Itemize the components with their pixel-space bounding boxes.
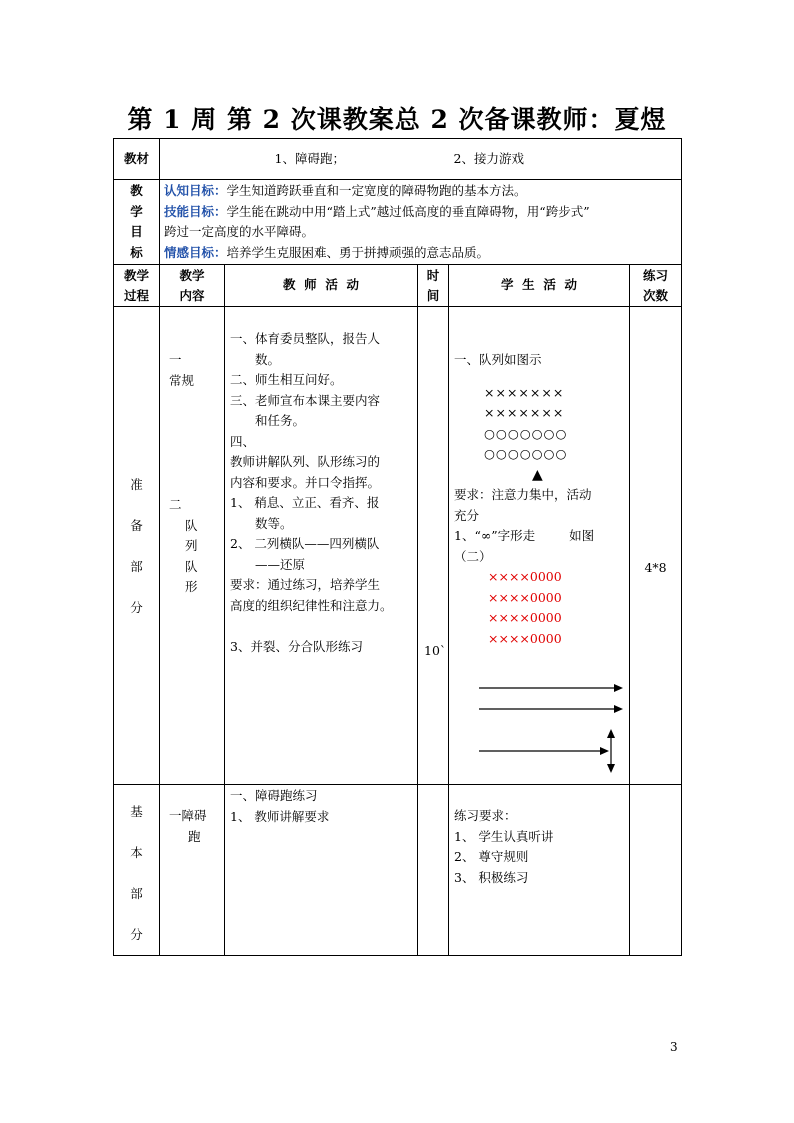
prep-content-2-char: 队 (185, 517, 198, 533)
page-title: 第 1 周 第 2 次课教案总 2 次备课教师：夏煜 (127, 105, 667, 134)
col-process (114, 265, 160, 307)
formation-row: ○○○○○○○ (484, 425, 568, 441)
walk-ref-2: （二） (454, 548, 492, 564)
teacher-activity-line: 1、 稍息、立正、看齐、报 (230, 495, 380, 510)
prep-row (114, 307, 682, 785)
walk-ref: 如图 (569, 528, 595, 543)
mixed-formation-row (488, 567, 625, 588)
objectives-label-char: 教 (130, 183, 143, 198)
objectives-row (114, 180, 682, 265)
teacher-activity-line: 教师讲解队列、队形练习的 (230, 454, 381, 469)
arrow-2-head (614, 705, 623, 713)
mixed-row-circles: 0000 (529, 630, 562, 646)
basic-phase-char: 分 (130, 927, 143, 942)
basic-phase-char: 本 (130, 845, 143, 860)
teacher-activity-line: 3、并裂、分合队形练习 (230, 638, 363, 654)
formation-row: ○○○○○○○ (484, 446, 568, 461)
objectives-label-char: 标 (130, 244, 143, 260)
objective-text: 跨过一定高度的水平障碍。 (164, 224, 315, 239)
prep-reps: 4*8 (644, 560, 667, 575)
col-reps-line: 次数 (643, 287, 669, 303)
movement-arrows (477, 675, 657, 775)
student-heading: 一、队列如图示 (454, 352, 542, 367)
objectives-label (114, 180, 160, 265)
basic-student-line: 3、 积极练习 (454, 869, 529, 885)
objective-skill-cont (164, 222, 677, 243)
col-time-line: 间 (426, 287, 440, 303)
basic-phase (114, 785, 160, 956)
walk-label: 1、“∞”字形走 (454, 528, 536, 543)
teacher-activity-line: 二、师生相互问好。 (230, 372, 343, 387)
objectives-content (160, 180, 682, 265)
basic-student-line: 2、 尊守规则 (454, 849, 529, 864)
prep-phase-char: 准 (130, 476, 143, 492)
teacher-activity-line: 数等。 (255, 515, 293, 531)
col-time-line: 时 (426, 267, 440, 283)
prep-time-cell (418, 307, 449, 785)
teacher-activity-line: 数。 (255, 351, 281, 367)
basic-student (449, 785, 630, 956)
objectives-label-char: 目 (130, 224, 143, 239)
teacher-activity-line: 一、体育委员整队，报告人 (230, 331, 381, 346)
basic-student-line: 1、 学生认真听讲 (454, 828, 554, 844)
teacher-activity-line: ——还原 (255, 556, 306, 572)
walk-line (454, 526, 625, 547)
arrow-1-head (614, 684, 623, 692)
materials-row (114, 139, 682, 180)
arrow-3-head (600, 747, 609, 755)
teacher-activity-line: 四、 (230, 433, 256, 449)
prep-content-1-text: 常规 (169, 372, 195, 388)
materials-item-2: 2、接力游戏 (453, 150, 524, 166)
objective-key: 认知目标： (164, 183, 227, 198)
prep-student (449, 307, 630, 785)
objective-key: 情感目标： (164, 244, 227, 260)
arrow-vertical-down (607, 764, 615, 773)
prep-phase (114, 307, 160, 785)
teacher-activity-line: 2、 二列横队——四列横队 (230, 536, 380, 551)
basic-phase-char: 部 (130, 886, 143, 901)
objective-text: 学生能在跳动中用“踏上式”越过低高度的垂直障碍物，用“跨步式” (226, 203, 590, 219)
col-reps-line: 练习 (643, 267, 669, 283)
basic-teacher-line: 1、 教师讲解要求 (230, 808, 330, 824)
teacher-activity-line: 高度的组织纪律性和注意力。 (230, 597, 393, 613)
prep-phase-char: 分 (130, 599, 143, 615)
col-content (160, 265, 225, 307)
basic-time (418, 785, 449, 956)
col-teacher: 教 师 活 动 (225, 265, 418, 307)
prep-time: 10` (424, 643, 447, 658)
mixed-formation-row (488, 608, 625, 629)
formation-row: ××××××× (484, 384, 565, 400)
col-time (418, 265, 449, 307)
teacher-activity-line: 要求：通过练习，培养学生 (230, 577, 381, 592)
col-content-line: 教学 (179, 267, 205, 283)
objective-key: 技能目标： (164, 203, 227, 219)
student-req-1: 要求：注意力集中，活动 (454, 487, 592, 502)
mixed-row-circles: 0000 (529, 569, 562, 584)
materials-item-1: 1、障碍跑； (274, 150, 345, 166)
teacher-activity-line (230, 616, 413, 637)
basic-student-line: 练习要求： (454, 808, 517, 823)
mixed-row-crosses: ×××× (488, 589, 530, 605)
lesson-plan-table (113, 138, 682, 956)
mixed-row-circles: 0000 (529, 610, 562, 625)
prep-content-2-char: 队 (185, 558, 198, 574)
basic-content-line: 跑 (188, 828, 201, 844)
basic-phase-char: 基 (130, 804, 143, 819)
materials-label: 教材 (114, 139, 160, 180)
col-student: 学 生 活 动 (449, 265, 630, 307)
column-header-row (114, 265, 682, 307)
basic-content (160, 785, 225, 956)
prep-phase-char: 备 (130, 517, 143, 533)
arrow-vertical-up (607, 729, 615, 738)
basic-row (114, 785, 682, 956)
prep-teacher (225, 307, 418, 785)
col-reps (630, 265, 682, 307)
prep-content-2-char: 形 (185, 579, 198, 594)
student-req-2: 充分 (454, 507, 480, 523)
objective-cognitive (164, 181, 677, 202)
teacher-position-marker: ▲ (532, 466, 543, 483)
mixed-formation-row (488, 588, 625, 609)
formation-row: ××××××× (484, 405, 565, 420)
prep-content-2-char: 列 (185, 538, 198, 553)
basic-teacher (225, 785, 418, 956)
basic-reps (630, 785, 682, 956)
prep-content (160, 307, 225, 785)
objectives-label-char: 学 (130, 203, 143, 219)
mixed-row-crosses: ×××× (488, 630, 530, 646)
mixed-formation-row (488, 629, 625, 650)
mixed-row-circles: 0000 (529, 589, 562, 605)
objective-text: 学生知道跨跃垂直和一定宽度的障碍物跑的基本方法。 (226, 183, 527, 198)
mixed-row-crosses: ×××× (488, 569, 530, 584)
mixed-row-crosses: ×××× (488, 610, 530, 625)
prep-content-2-num: 二 (169, 497, 182, 512)
col-content-line: 内容 (179, 287, 205, 303)
prep-content-1-num: 一 (169, 352, 182, 367)
basic-teacher-line: 一、障碍跑练习 (230, 788, 318, 803)
objective-affective (164, 243, 677, 264)
teacher-activity-line: 三、老师宣布本课主要内容 (230, 392, 381, 408)
teacher-activity-line: 和任务。 (255, 413, 306, 428)
teacher-activity-line: 内容和要求。并口令指挥。 (230, 474, 381, 490)
col-process-line: 过程 (123, 287, 149, 303)
page-number: 3 (670, 1040, 678, 1054)
basic-content-line: 一障碍 (169, 808, 207, 823)
col-process-line: 教学 (123, 267, 149, 283)
objective-skill (164, 202, 677, 223)
prep-phase-char: 部 (130, 558, 143, 574)
materials-content (160, 139, 682, 180)
objective-text: 培养学生克服困难、勇于拼搏顽强的意志品质。 (226, 244, 490, 260)
